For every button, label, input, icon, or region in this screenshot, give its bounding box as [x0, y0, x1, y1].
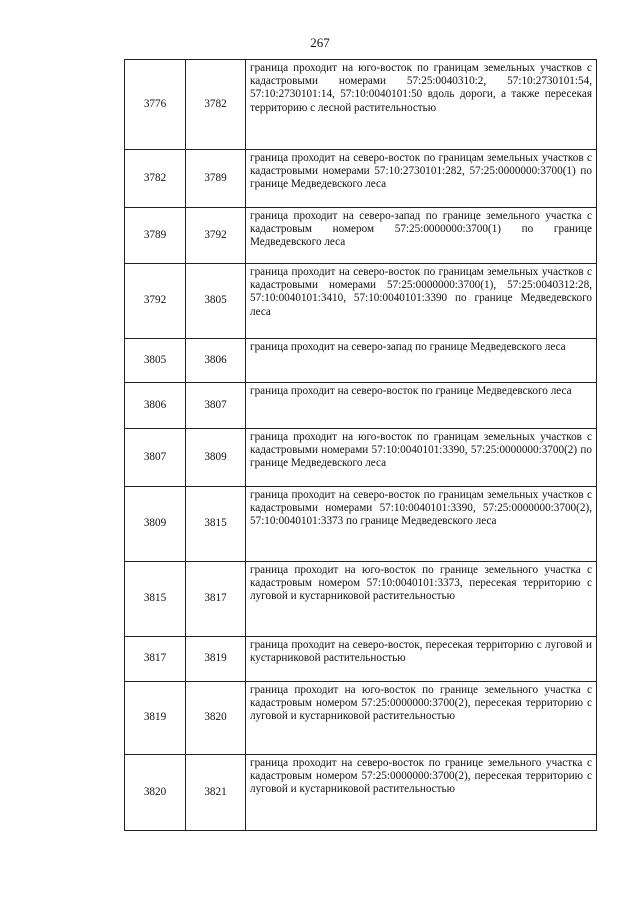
- table-row: [125, 755, 597, 831]
- point-from: 3809: [125, 487, 186, 562]
- boundary-table: [124, 59, 597, 831]
- table-row: [125, 208, 597, 264]
- table-row: [125, 264, 597, 339]
- point-to: 3817: [186, 562, 246, 637]
- point-from: 3806: [125, 383, 186, 429]
- point-to: 3782: [186, 60, 246, 150]
- boundary-description: граница проходит на юго-восток по границам земельных участков с кадастровыми номерами 57:25:0040310:2, 57:10:2730101:54, 57:10:2730101:14, 57:10:0040101:50 вдоль дороги, а также пересекая территорию с лесной растительностью: [246, 60, 597, 150]
- point-from: 3792: [125, 264, 186, 339]
- boundary-description: граница проходит на юго-восток по границам земельных участков с кадастровыми номерами 57:10:0040101:3390, 57:25:0000000:3700(2) по границе Медведевского леса: [246, 429, 597, 487]
- point-to: 3805: [186, 264, 246, 339]
- point-from: 3805: [125, 339, 186, 383]
- page-number: 267: [310, 35, 330, 50]
- point-to: 3792: [186, 208, 246, 264]
- boundary-description: граница проходит на юго-восток по границе земельного участка с кадастровым номером 57:25:0000000:3700(2), пересекая территорию с луговой и кустарниковой растительностью: [246, 682, 597, 755]
- point-from: 3807: [125, 429, 186, 487]
- point-to: 3807: [186, 383, 246, 429]
- point-from: 3817: [125, 637, 186, 682]
- boundary-description: граница проходит на северо-восток по границам земельных участков с кадастровыми номерами 57:10:0040101:3390, 57:25:0000000:3700(2), 57:10:0040101:3373 по границе Медведевского леса: [246, 487, 597, 562]
- point-from: 3789: [125, 208, 186, 264]
- point-from: 3776: [125, 60, 186, 150]
- point-to: 3806: [186, 339, 246, 383]
- table-row: [125, 383, 597, 429]
- point-to: 3819: [186, 637, 246, 682]
- table-row: [125, 682, 597, 755]
- table-row: [125, 150, 597, 208]
- table-row: [125, 339, 597, 383]
- point-from: 3782: [125, 150, 186, 208]
- boundary-description: граница проходит на северо-восток, пересекая территорию с луговой и кустарниковой растительностью: [246, 637, 597, 682]
- table-row: [125, 562, 597, 637]
- boundary-description: граница проходит на северо-восток по границам земельных участков с кадастровыми номерами 57:10:2730101:282, 57:25:0000000:3700(1) по границе Медведевского леса: [246, 150, 597, 208]
- point-from: 3819: [125, 682, 186, 755]
- point-to: 3815: [186, 487, 246, 562]
- boundary-description: граница проходит на северо-восток по границе земельного участка с кадастровым номером 57:25:0000000:3700(2), пересекая территорию с луговой и кустарниковой растительностью: [246, 755, 597, 831]
- point-to: 3820: [186, 682, 246, 755]
- table-row: [125, 637, 597, 682]
- boundary-description: граница проходит на северо-запад по границе земельного участка с кадастровым номером 57:25:0000000:3700(1) по границе Медведевского леса: [246, 208, 597, 264]
- boundary-description: граница проходит на юго-восток по границе земельного участка с кадастровым номером 57:10:0040101:3373, пересекая территорию с луговой и кустарниковой растительностью: [246, 562, 597, 637]
- point-from: 3815: [125, 562, 186, 637]
- point-to: 3821: [186, 755, 246, 831]
- table-row: [125, 487, 597, 562]
- point-from: 3820: [125, 755, 186, 831]
- boundary-description: граница проходит на северо-запад по границе Медведевского леса: [246, 339, 597, 383]
- table-row: [125, 60, 597, 150]
- boundary-description: граница проходит на северо-восток по границам земельных участков с кадастровыми номерами 57:25:0000000:3700(1), 57:25:0040312:28, 57:10:0040101:3410, 57:10:0040101:3390 по границе Медведевского леса: [246, 264, 597, 339]
- table-row: [125, 429, 597, 487]
- point-to: 3809: [186, 429, 246, 487]
- boundary-description: граница проходит на северо-восток по границе Медведевского леса: [246, 383, 597, 429]
- point-to: 3789: [186, 150, 246, 208]
